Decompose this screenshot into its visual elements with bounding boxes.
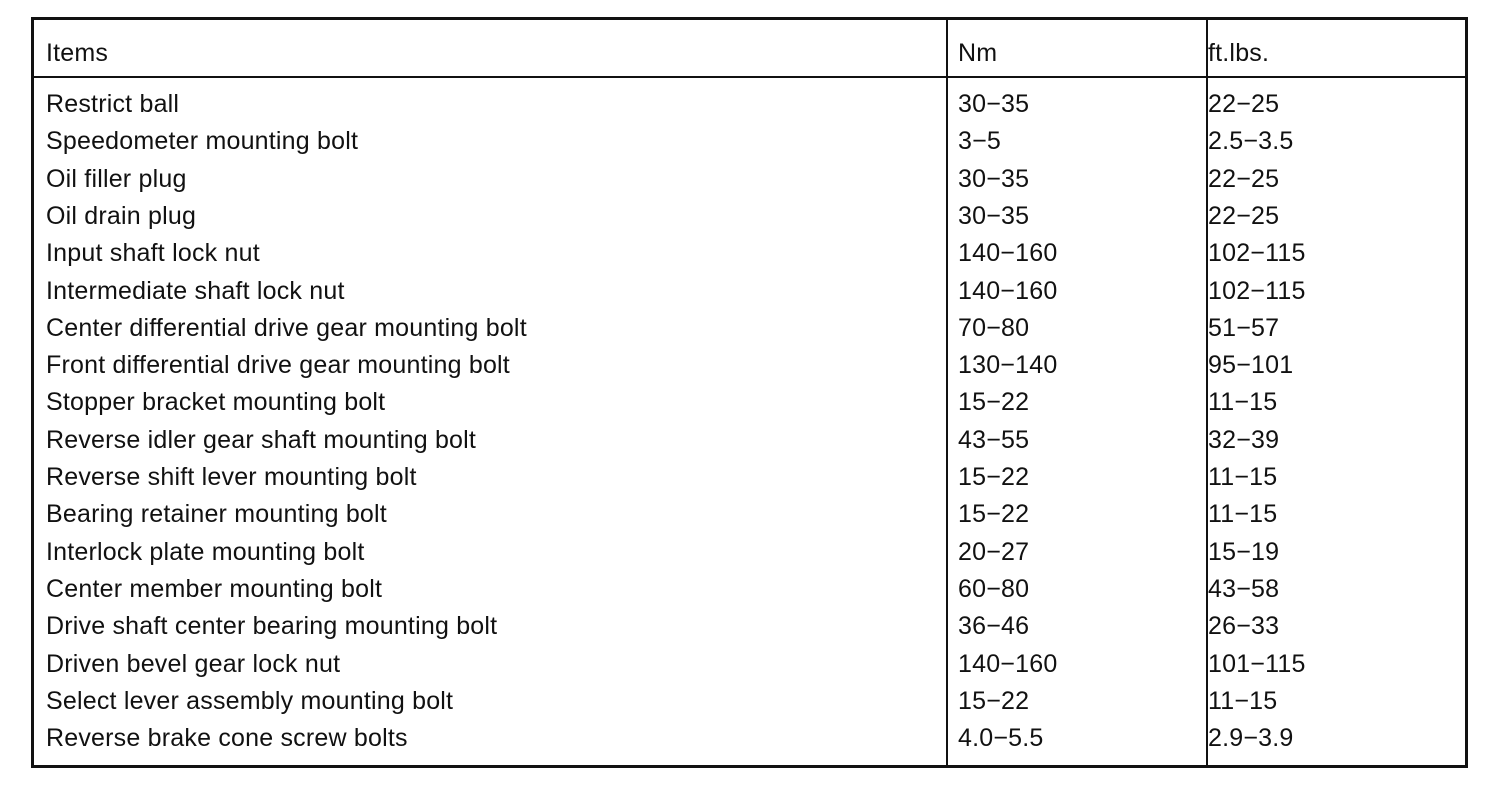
torque-nm-cell: 70−80 bbox=[958, 314, 1030, 342]
torque-ftlbs-cell: 11−15 bbox=[1208, 687, 1278, 715]
torque-nm-cell: 4.0−5.5 bbox=[958, 724, 1044, 752]
item-name-cell: Center member mounting bolt bbox=[46, 575, 383, 603]
torque-nm-cell: 140−160 bbox=[958, 277, 1058, 305]
item-name-cell: Drive shaft center bearing mounting bolt bbox=[46, 612, 498, 640]
table-row bbox=[34, 238, 1465, 275]
torque-ftlbs-cell: 102−115 bbox=[1208, 239, 1306, 267]
table-row bbox=[34, 201, 1465, 238]
table-row bbox=[34, 313, 1465, 350]
torque-ftlbs-cell: 11−15 bbox=[1208, 388, 1278, 416]
torque-nm-cell: 15−22 bbox=[958, 500, 1030, 528]
item-name-cell: Center differential drive gear mounting bolt bbox=[46, 314, 527, 342]
torque-ftlbs-cell: 32−39 bbox=[1208, 426, 1280, 454]
torque-nm-cell: 30−35 bbox=[958, 165, 1030, 193]
item-name-cell: Select lever assembly mounting bolt bbox=[46, 687, 454, 715]
torque-nm-cell: 15−22 bbox=[958, 388, 1030, 416]
torque-ftlbs-cell: 11−15 bbox=[1208, 463, 1278, 491]
torque-ftlbs-cell: 101−115 bbox=[1208, 650, 1306, 678]
item-name-cell: Restrict ball bbox=[46, 90, 180, 118]
table-row bbox=[34, 649, 1465, 686]
torque-nm-cell: 130−140 bbox=[958, 351, 1058, 379]
table-row bbox=[34, 89, 1465, 126]
table-row bbox=[34, 723, 1465, 760]
torque-ftlbs-cell: 95−101 bbox=[1208, 351, 1294, 379]
torque-ftlbs-cell: 26−33 bbox=[1208, 612, 1280, 640]
torque-nm-cell: 30−35 bbox=[958, 90, 1030, 118]
torque-nm-cell: 43−55 bbox=[958, 426, 1030, 454]
item-name-cell: Driven bevel gear lock nut bbox=[46, 650, 341, 678]
item-name-cell: Reverse shift lever mounting bolt bbox=[46, 463, 417, 491]
table-row bbox=[34, 499, 1465, 536]
item-name-cell: Reverse idler gear shaft mounting bolt bbox=[46, 426, 477, 454]
table-row bbox=[34, 462, 1465, 499]
torque-ftlbs-cell: 22−25 bbox=[1208, 165, 1280, 193]
torque-ftlbs-cell: 2.5−3.5 bbox=[1208, 127, 1294, 155]
torque-nm-cell: 30−35 bbox=[958, 202, 1030, 230]
torque-nm-cell: 20−27 bbox=[958, 538, 1030, 566]
torque-spec-table bbox=[31, 17, 1468, 768]
torque-nm-cell: 60−80 bbox=[958, 575, 1030, 603]
table-row bbox=[34, 350, 1465, 387]
table-row bbox=[34, 126, 1465, 163]
table-row bbox=[34, 164, 1465, 201]
torque-nm-cell: 15−22 bbox=[958, 687, 1030, 715]
torque-ftlbs-cell: 22−25 bbox=[1208, 202, 1280, 230]
header-divider bbox=[34, 76, 1465, 78]
header-items: Items bbox=[46, 39, 109, 67]
item-name-cell: Front differential drive gear mounting bolt bbox=[46, 351, 510, 379]
table-row bbox=[34, 574, 1465, 611]
torque-ftlbs-cell: 51−57 bbox=[1208, 314, 1280, 342]
header-ftlbs: ft.lbs. bbox=[1208, 39, 1270, 67]
item-name-cell: Speedometer mounting bolt bbox=[46, 127, 359, 155]
item-name-cell: Oil filler plug bbox=[46, 165, 187, 193]
table-row bbox=[34, 387, 1465, 424]
item-name-cell: Bearing retainer mounting bolt bbox=[46, 500, 387, 528]
torque-nm-cell: 140−160 bbox=[958, 650, 1058, 678]
item-name-cell: Reverse brake cone screw bolts bbox=[46, 724, 408, 752]
torque-ftlbs-cell: 11−15 bbox=[1208, 500, 1278, 528]
table-row bbox=[34, 686, 1465, 723]
item-name-cell: Stopper bracket mounting bolt bbox=[46, 388, 386, 416]
torque-ftlbs-cell: 15−19 bbox=[1208, 538, 1280, 566]
table-row bbox=[34, 537, 1465, 574]
torque-ftlbs-cell: 22−25 bbox=[1208, 90, 1280, 118]
torque-nm-cell: 140−160 bbox=[958, 239, 1058, 267]
table-row bbox=[34, 425, 1465, 462]
table-row bbox=[34, 276, 1465, 313]
torque-ftlbs-cell: 102−115 bbox=[1208, 277, 1306, 305]
torque-ftlbs-cell: 43−58 bbox=[1208, 575, 1280, 603]
table-row bbox=[34, 611, 1465, 648]
item-name-cell: Oil drain plug bbox=[46, 202, 197, 230]
item-name-cell: Intermediate shaft lock nut bbox=[46, 277, 345, 305]
torque-nm-cell: 15−22 bbox=[958, 463, 1030, 491]
torque-nm-cell: 36−46 bbox=[958, 612, 1030, 640]
torque-ftlbs-cell: 2.9−3.9 bbox=[1208, 724, 1294, 752]
item-name-cell: Input shaft lock nut bbox=[46, 239, 260, 267]
item-name-cell: Interlock plate mounting bolt bbox=[46, 538, 365, 566]
header-nm: Nm bbox=[958, 39, 998, 67]
torque-nm-cell: 3−5 bbox=[958, 127, 1002, 155]
